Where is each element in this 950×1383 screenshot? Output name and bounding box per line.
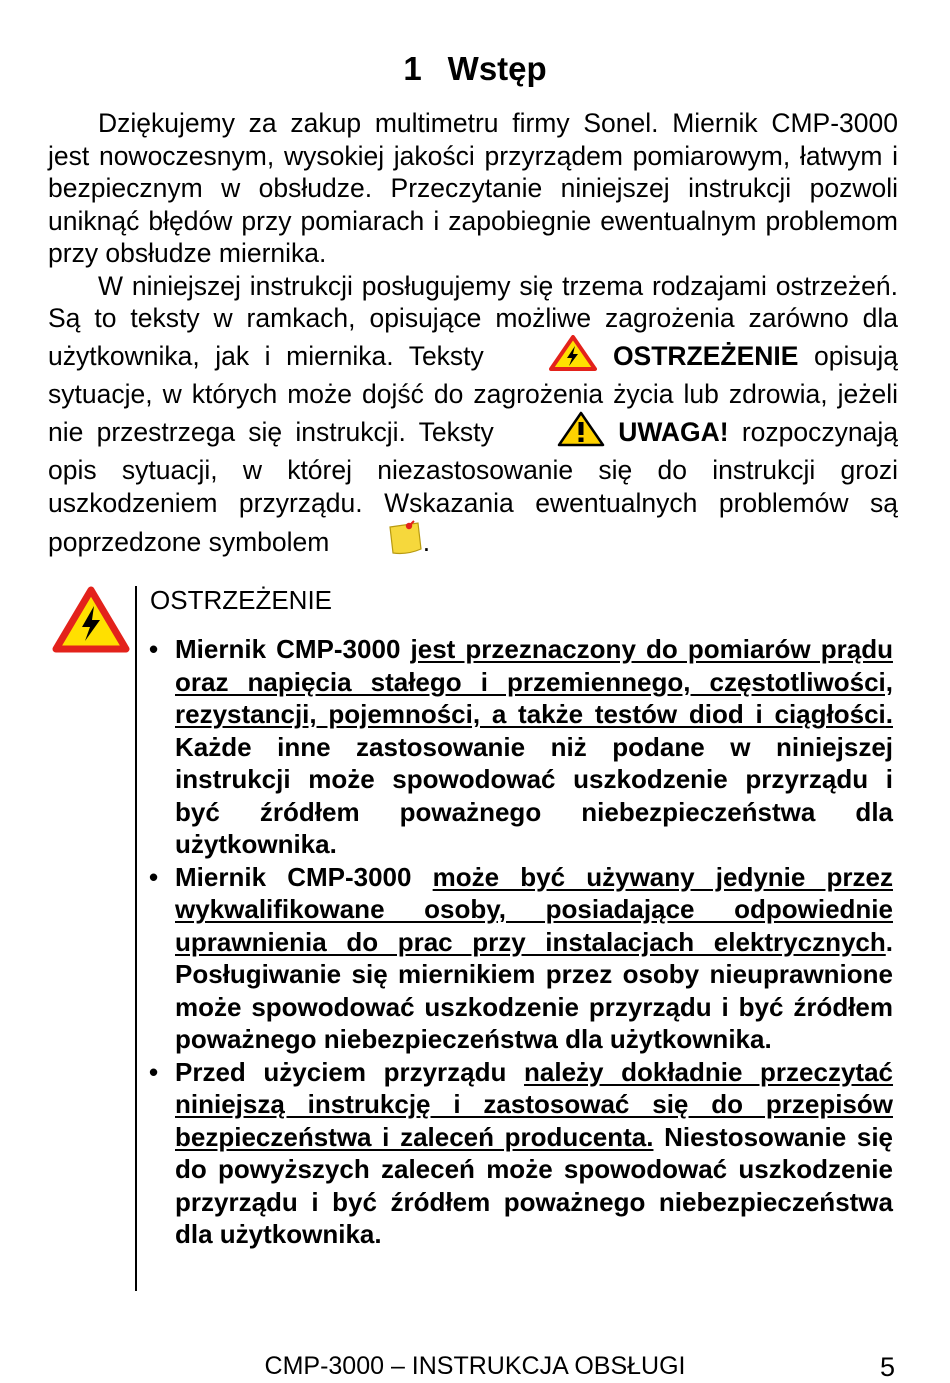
bullet-icon: • <box>149 861 159 892</box>
bullet-icon: • <box>149 634 159 664</box>
warning-lightning-icon <box>499 335 597 379</box>
warning-item <box>148 861 893 1056</box>
warning-item-lead: Miernik CMP-3000 <box>175 861 412 892</box>
section-title: Wstęp <box>447 50 547 87</box>
warning-box-rule <box>135 586 137 1291</box>
warning-item-lead: Miernik CMP-3000 <box>175 634 401 664</box>
warning-item-lead: Przed użyciem przyrządu <box>175 1056 507 1087</box>
intro-p2-part-b: opisują sytuacje, w których może dojść do zagrożenia życia lub zdrowia, jeżeli nie przestrzega się instrukcji. Teksty <box>48 340 898 447</box>
warning-item <box>148 1056 893 1251</box>
intro-p2-end: . <box>422 527 431 557</box>
warning-item-rest: Niestosowanie się do powyższych zaleceń może spowodować uszkodzenie przyrządu i być źródłem poważnego niebezpieczeństwa dla użytkownika. <box>175 1121 893 1249</box>
intro-text <box>48 107 898 565</box>
page-number: 5 <box>880 1352 896 1382</box>
warning-list <box>148 633 893 1251</box>
warning-item-rest: . Posługiwanie się miernikiem przez osoby nieuprawnione może spowodować uszkodzenie przyrządu i być źródłem poważnego niebezpieczeństwa dla użytkownika. <box>175 926 893 1054</box>
warning-item-underlined: może być używany jedynie przez wykwalifikowane osoby, posiadające odpowiednie uprawnienia do prac przy instalacjach elektrycznych <box>175 861 893 957</box>
note-pin-icon <box>337 519 423 565</box>
warning-box-title: OSTRZEŻENIE <box>150 585 333 615</box>
section-number: 1 <box>403 50 422 87</box>
warning-item-underlined: jest przeznaczony do pomiarów prądu oraz napięcia stałego i przemiennego, częstotliwości, rezystancji, pojemności, a także testów diod i ciągłości. <box>175 634 893 729</box>
warning-item-rest: Każde inne zastosowanie niż podane w niniejszej instrukcji może spowodować uszkodzenie przyrządu i być źródłem poważnego niebezpieczeństwa dla użytkownika. <box>175 731 893 859</box>
intro-paragraph-2 <box>48 270 898 565</box>
intro-p2-part-a: W niniejszej instrukcji posługujemy się trzema rodzajami ostrzeżeń. Są to teksty w ramkach, opisujące możliwe zagrożenia zarówno dla użytkownika, jak i miernika. Teksty <box>48 270 898 371</box>
warning-lightning-icon-large <box>52 586 130 659</box>
warning-item <box>148 633 893 861</box>
caution-exclamation-icon <box>507 411 605 455</box>
intro-caution-label: UWAGA! <box>618 416 729 447</box>
bullet-icon: • <box>149 1056 159 1087</box>
warning-item-underlined: należy dokładnie przeczytać niniejszą instrukcję i zastosować się do przepisów bezpieczeństwa i zaleceń producenta. <box>175 1056 894 1152</box>
intro-paragraph-1: Dziękujemy za zakup multimetru firmy Sonel. Miernik CMP-3000 jest nowoczesnym, wysokiej jakości przyrządem pomiarowym, łatwym i bezpiecznym w obsłudze. Przeczytanie niniejszej instrukcji pozwoli uniknąć błędów przy pomiarach i zapobiegnie ewentualnym problemom przy obsłudze miernika. <box>48 108 898 268</box>
intro-warning-label: OSTRZEŻENIE <box>612 340 799 371</box>
section-heading <box>0 50 950 88</box>
intro-p2-part-c: rozpoczynają opis sytuacji, w której niezastosowanie się do instrukcji grozi uszkodzeniem przyrządu. Wskazania ewentualnych problemów są poprzedzone symbolem <box>48 416 898 557</box>
footer-title: CMP-3000 – INSTRUKCJA OBSŁUGI <box>264 1352 686 1380</box>
